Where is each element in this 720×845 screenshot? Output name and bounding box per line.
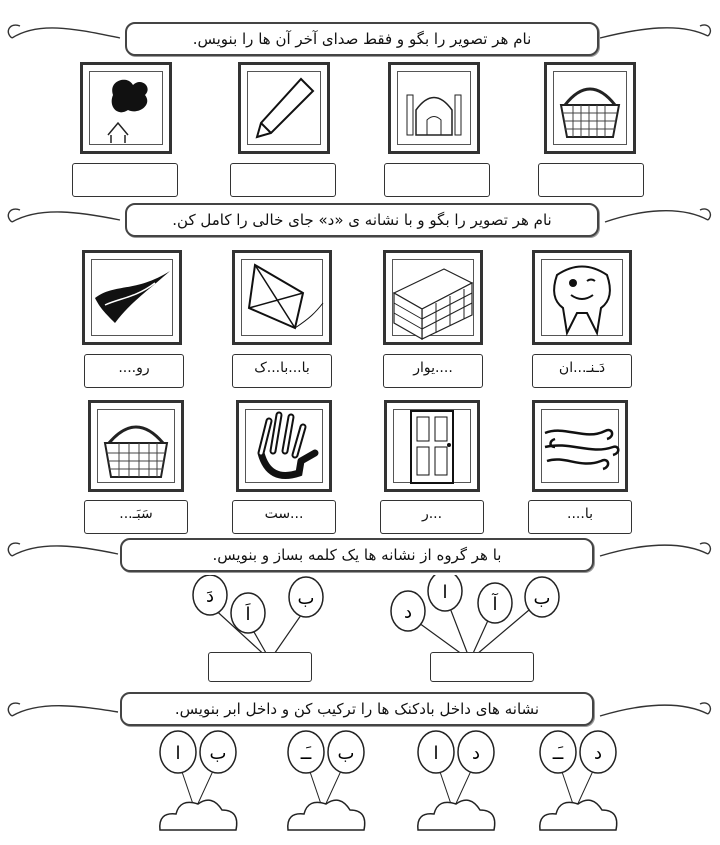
- kite-icon: [235, 253, 345, 342]
- balloon-letter: آ: [492, 594, 498, 615]
- balloon-letter: ا: [175, 743, 181, 764]
- cloud-icon: [418, 800, 495, 830]
- word-blank-text: ...ر: [421, 506, 443, 522]
- mosque-icon: [391, 65, 477, 151]
- signboard-icon[interactable]: [430, 652, 534, 682]
- balloon-group-left: [193, 575, 323, 660]
- picture-frame-door: [384, 400, 480, 492]
- instruction-banner-4: نشانه های داخل بادکنک ها را ترکیب کن و داخل ابر بنویس.: [120, 692, 594, 726]
- picture-frame-kite: [232, 250, 332, 345]
- instruction-banner-1: نام هر تصویر را بگو و فقط صدای آخر آن ها را بنویس.: [125, 22, 599, 56]
- balloon-letter: دَ: [205, 586, 215, 607]
- balloon-letter: ب: [533, 588, 551, 609]
- word-plank[interactable]: [532, 354, 632, 388]
- instruction-banner-2: نام هر تصویر را بگو و با نشانه ی «د» جای خالی را کامل کن.: [125, 203, 599, 237]
- picture-frame-hand: [236, 400, 332, 492]
- word-blank-text: سَبَـ...: [119, 506, 153, 522]
- balloon-letter: د: [471, 743, 481, 764]
- word-blank-text: با....: [567, 506, 593, 522]
- picture-frame-tooth: [532, 250, 632, 345]
- word-plank[interactable]: [84, 500, 188, 534]
- answer-plank[interactable]: [230, 163, 336, 197]
- picture-frame-smoke: [80, 62, 172, 154]
- basket-icon: [91, 403, 181, 489]
- word-blank-text: دَـنـ...ان: [558, 360, 606, 376]
- cloud-icon: [160, 800, 237, 830]
- word-blank-text: رو....: [118, 360, 150, 376]
- answer-plank[interactable]: [72, 163, 178, 197]
- balloon-letter: د: [593, 743, 603, 764]
- smoke-house-icon: [83, 65, 169, 151]
- picture-frame-basket: [88, 400, 184, 492]
- word-plank[interactable]: [528, 500, 632, 534]
- cloud-icon: [288, 800, 365, 830]
- word-blank-text: ....یوار: [413, 360, 453, 376]
- word-blank-text: ...ست: [264, 506, 304, 522]
- balloon-letter: د: [403, 602, 413, 623]
- word-plank[interactable]: [232, 500, 336, 534]
- balloon-letter: ب: [209, 743, 227, 764]
- word-blank-text: با...با...ک: [254, 360, 310, 376]
- hand-icon: [239, 403, 329, 489]
- picture-frame-river: [82, 250, 182, 345]
- door-icon: [387, 403, 477, 489]
- wind-icon: [535, 403, 625, 489]
- wall-icon: [386, 253, 480, 342]
- basket-icon: [547, 65, 633, 151]
- picture-frame-basket: [544, 62, 636, 154]
- river-icon: [85, 253, 179, 342]
- word-plank[interactable]: [380, 500, 484, 534]
- balloon-letter: ا: [433, 743, 439, 764]
- answer-plank[interactable]: [384, 163, 490, 197]
- picture-frame-pencil: [238, 62, 330, 154]
- picture-frame-wind: [532, 400, 628, 492]
- tooth-icon: [535, 253, 629, 342]
- balloon-letter: ب: [337, 743, 355, 764]
- pencil-icon: [241, 65, 327, 151]
- balloon-cloud-pairs: [150, 730, 640, 842]
- answer-plank[interactable]: [538, 163, 644, 197]
- cloud-icon: [540, 800, 617, 830]
- balloon-group-right: [391, 575, 559, 660]
- picture-frame-wall: [383, 250, 483, 345]
- word-plank[interactable]: [383, 354, 483, 388]
- balloon-letter: اَ: [245, 604, 251, 625]
- word-plank[interactable]: [84, 354, 184, 388]
- word-plank[interactable]: [232, 354, 332, 388]
- picture-frame-mosque: [388, 62, 480, 154]
- balloon-letter: ب: [297, 588, 315, 609]
- instruction-banner-3: با هر گروه از نشانه ها یک کلمه بساز و بنویس.: [120, 538, 594, 572]
- balloon-letter: ـَـ: [552, 743, 564, 764]
- balloon-letter: ا: [442, 582, 448, 603]
- balloon-letter: ـَـ: [300, 743, 312, 764]
- signboard-icon[interactable]: [208, 652, 312, 682]
